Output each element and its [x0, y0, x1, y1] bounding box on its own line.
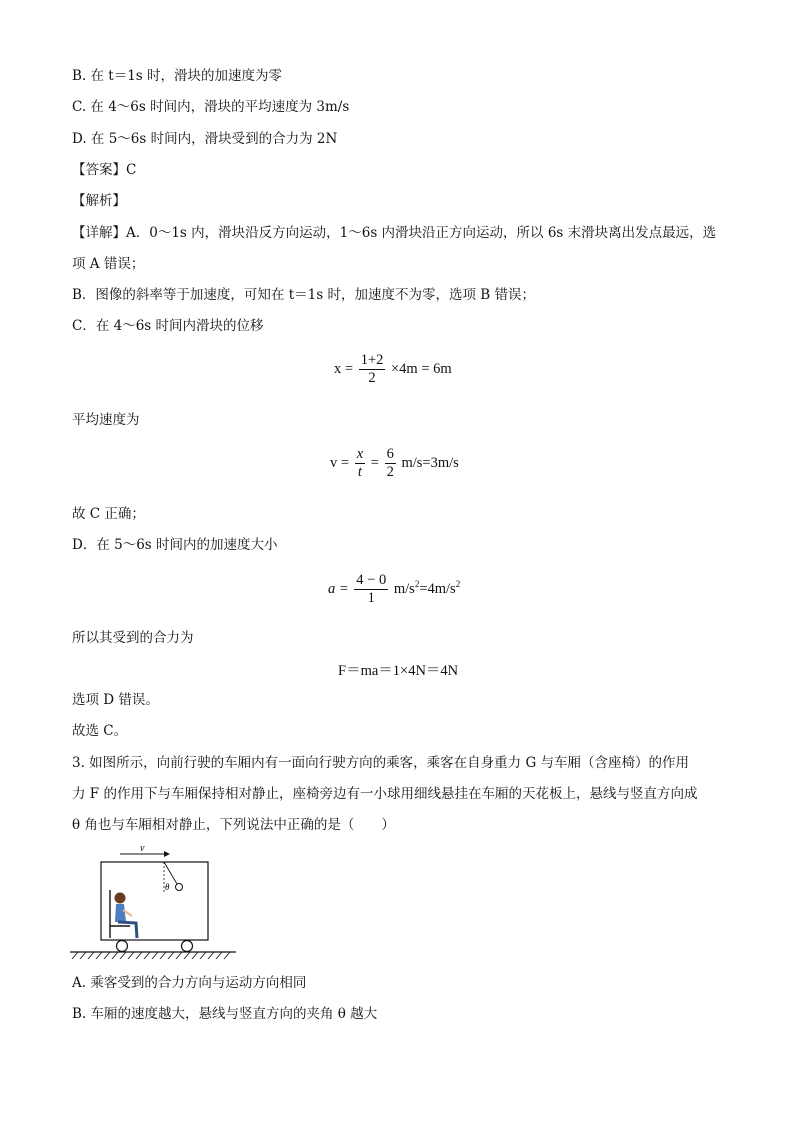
question3-line-1: 3. 如图所示，向前行驶的车厢内有一面向行驶方向的乘客，乘客在自身重力 G 与车厢（含座椅）的作用 — [72, 755, 690, 771]
pendulum-ball — [176, 884, 183, 891]
wheel-right — [182, 941, 193, 952]
eq3-unit-b: =4m/s — [419, 580, 456, 597]
question3-option-b: B. 车厢的速度越大，悬线与竖直方向的夹角 θ 越大 — [72, 1006, 378, 1022]
eq1-lhs: x = — [334, 360, 354, 377]
passenger-body — [115, 904, 126, 922]
angle-label: θ — [165, 882, 170, 892]
velocity-arrowhead-icon — [164, 851, 170, 857]
detail-b: B．图像的斜率等于加速度，可知在 t＝1s 时，加速度不为零，选项 B 错误； — [72, 287, 535, 303]
wheel-left — [117, 941, 128, 952]
eq3-sup-a: 2 — [414, 579, 420, 589]
eq2-numerator-1: x — [356, 446, 364, 462]
option-d: D. 在 5～6s 时间内，滑块受到的合力为 2N — [72, 131, 338, 147]
pendulum-string — [164, 862, 177, 884]
eq2-denominator-2: 2 — [386, 464, 394, 480]
equation-displacement — [334, 352, 452, 387]
eq3-numerator: 4 − 0 — [356, 572, 387, 588]
velocity-label: v — [140, 843, 145, 854]
d-wrong: 选项 D 错误。 — [72, 692, 159, 708]
eq3-fraction — [354, 572, 388, 607]
eq2-fraction-2 — [385, 446, 396, 481]
analysis-heading: 【解析】 — [72, 193, 126, 209]
eq3-unit-a: m/s — [393, 580, 415, 597]
detail-c: C．在 4～6s 时间内滑块的位移 — [72, 318, 264, 334]
avg-speed-label: 平均速度为 — [72, 412, 140, 428]
eq2-denominator-1: t — [357, 464, 362, 480]
equation-net-force: F＝ma＝1×4N＝4N — [338, 663, 459, 679]
question3-option-a: A. 乘客受到的合力方向与运动方向相同 — [72, 975, 307, 991]
eq1-fraction — [359, 352, 386, 387]
eq3-denominator: 1 — [367, 590, 375, 606]
detail-line-1: 【详解】A．0～1s 内，滑块沿反方向运动，1～6s 内滑块沿正方向运动，所以 6s 末滑块离出发点最远，选 — [72, 225, 717, 241]
passenger-legs — [118, 922, 137, 938]
detail-line-2: 项 A 错误； — [72, 256, 145, 272]
option-b: B. 在 t＝1s 时，滑块的加速度为零 — [72, 68, 283, 84]
eq2-lhs: v = — [330, 454, 350, 471]
question3-line-2: 力 F 的作用下与车厢保持相对静止，座椅旁边有一小球用细线悬挂在车厢的天花板上，悬线与竖直方向成 — [72, 786, 698, 802]
ground-hatching — [72, 952, 230, 959]
eq2-rhs: m/s=3m/s — [401, 454, 459, 471]
equation-acceleration — [328, 572, 460, 607]
question3-line-3: θ 角也与车厢相对静止，下列说法中正确的是（ ） — [72, 817, 395, 833]
net-force-label: 所以其受到的合力为 — [72, 630, 194, 646]
choose-c: 故选 C。 — [72, 723, 128, 739]
eq3-lhs: a = — [328, 580, 349, 597]
eq2-equals: = — [370, 454, 379, 471]
detail-d: D．在 5～6s 时间内的加速度大小 — [72, 537, 278, 553]
carriage-figure — [68, 842, 238, 962]
eq1-denominator: 2 — [368, 370, 376, 386]
option-c: C. 在 4～6s 时间内，滑块的平均速度为 3m/s — [72, 99, 350, 115]
eq1-numerator: 1+2 — [360, 352, 384, 368]
answer-line: 【答案】C — [72, 162, 137, 178]
c-correct: 故 C 正确； — [72, 506, 145, 522]
eq2-numerator-2: 6 — [386, 446, 394, 462]
eq2-fraction-1 — [355, 446, 365, 481]
eq1-rhs: ×4m = 6m — [391, 360, 452, 377]
passenger-head — [115, 893, 126, 904]
equation-avg-speed — [330, 446, 459, 481]
eq3-sup-b: 2 — [455, 579, 461, 589]
